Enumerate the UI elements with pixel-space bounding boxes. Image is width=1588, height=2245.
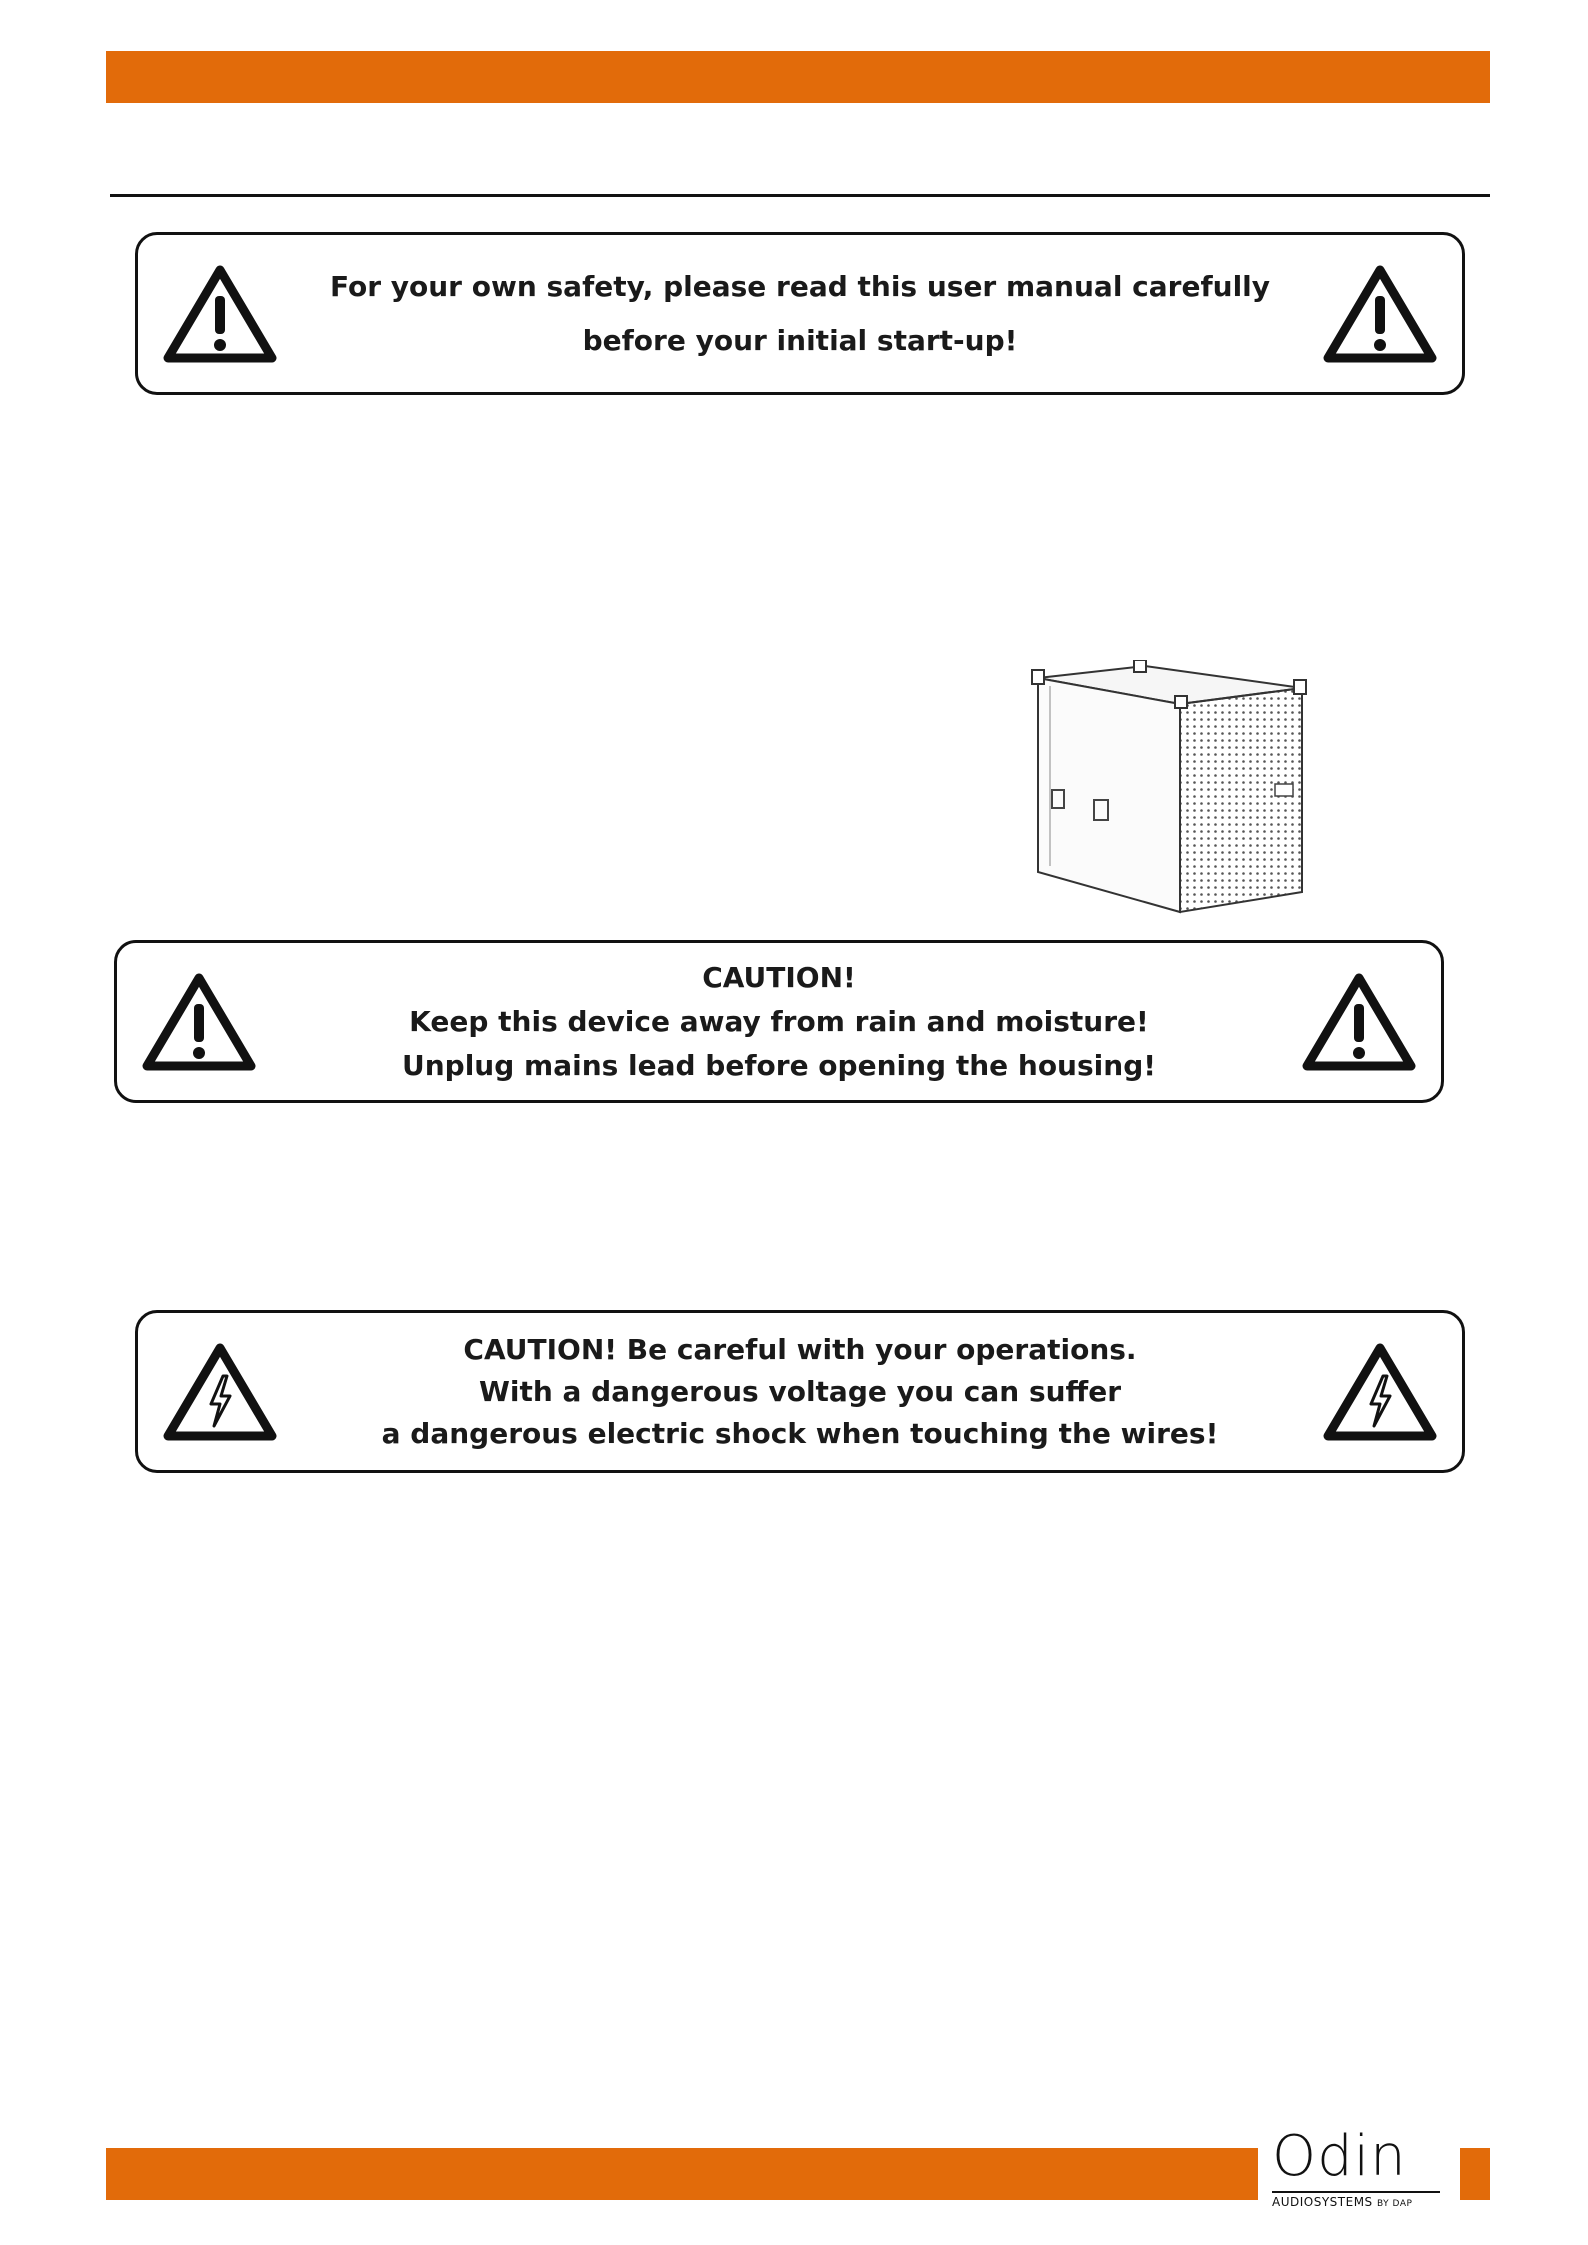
electric-shock-warning-text [288,1313,1312,1470]
warning-exclamation-icon [160,262,280,366]
warning-exclamation-icon [139,970,259,1074]
warning-exclamation-icon [1320,262,1440,366]
safety-warning-box [135,232,1465,395]
high-voltage-icon [160,1340,280,1444]
header-rule [110,194,1490,197]
logo-by-text: BY DAP [1377,2199,1413,2209]
header-accent-bar [106,51,1490,103]
moisture-warning-line-2: Keep this device away from rain and moisture! [409,1004,1149,1038]
logo-wordmark: Odin [1272,2124,1407,2189]
footer-accent-bar [106,2148,1258,2200]
footer-corner-tab [1460,2148,1490,2200]
odin-logo [1270,2124,1460,2212]
moisture-warning-line-1: CAUTION! [702,960,856,994]
logo-underline [1272,2191,1440,2193]
safety-warning-line-2: before your initial start-up! [582,323,1018,357]
subwoofer-cabinet-illustration [1030,660,1310,920]
moisture-warning-line-3: Unplug mains lead before opening the housing! [401,1048,1157,1082]
safety-warning-text [288,235,1312,392]
moisture-warning-box [114,940,1444,1103]
electric-warning-line-2: With a dangerous voltage you can suffer [478,1374,1122,1408]
electric-warning-line-1: CAUTION! Be careful with your operations. [463,1332,1137,1366]
logo-sub-text: AUDIOSYSTEMS [1272,2195,1373,2209]
high-voltage-icon [1320,1340,1440,1444]
electric-warning-line-3: a dangerous electric shock when touching the wires! [381,1416,1219,1450]
moisture-warning-text [267,943,1291,1100]
safety-warning-line-1: For your own safety, please read this user manual carefully [329,269,1271,303]
electric-shock-warning-box [135,1310,1465,1473]
warning-exclamation-icon [1299,970,1419,1074]
logo-subtitle [1272,2195,1412,2209]
